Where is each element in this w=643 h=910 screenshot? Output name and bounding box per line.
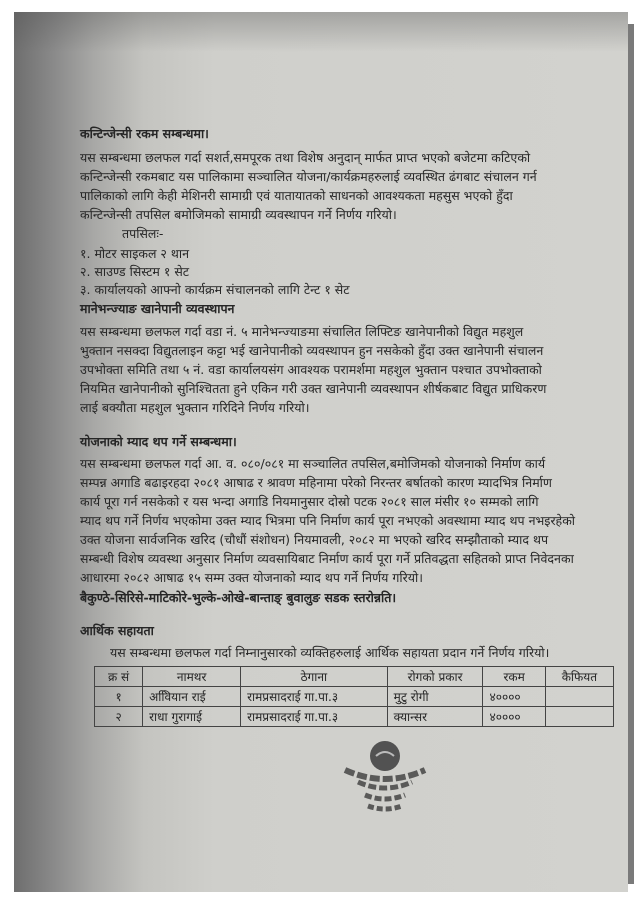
section2-heading: मानेभन्ज्याङ खानेपानी व्यवस्थापन [80, 301, 235, 316]
cell [545, 707, 613, 727]
list-item: ३. कार्यालयको आफ्नो कार्यक्रम संचालनको लागि टेन्ट १ सेट [80, 282, 350, 297]
cell: राधा गुरागाई [143, 707, 241, 727]
section3-line: सम्बन्धी विशेष व्यवस्था अनुसार निर्माण व्यवसायिबाट निर्माण कार्य पूरा गर्ने प्रतिवद्धता सहितको प्राप्त निवेदनका [80, 551, 574, 566]
section3-heading: योजनाको म्याद थप गर्ने सम्बन्धमा। [80, 434, 237, 449]
col-header: ठेगाना [241, 667, 388, 687]
section1-line: पालिकाको लागि केही मेशिनरी सामाग्री एवं यातायातको साधनको आवश्यकता महसुस भएको हुँदा [80, 188, 513, 203]
col-header: रोगको प्रकार [387, 667, 483, 687]
section1-line: कन्टिन्जेन्सी रकमबाट यस पालिकामा सञ्चालित योजना/कार्यक्रमहरुलाई व्यवस्थित ढंगबाट संचालन गर्न [80, 169, 537, 184]
cell: मुटु रोगी [387, 687, 483, 707]
section1-line: कन्टिन्जेन्सी तपसिल बमोजिमको सामाग्री व्यवस्थापन गर्ने निर्णय गरियो। [80, 207, 397, 222]
section3-line: म्याद थप गर्ने निर्णय भएकोमा उक्त म्याद भित्रमा पनि निर्माण कार्य पूरा नभएको अवस्थामा म्याद थप नभइरहेको [80, 513, 576, 528]
section3-line: सम्पन्न अगाडि बढाइरहदा २०८१ आषाढ र श्रावण महिनामा परेको निरन्तर बर्षातको कारण म्यादभित्र निर्माण [80, 475, 552, 490]
section2-line: लाई बक्यौता महशुल भुक्तान गरिदिने निर्णय गरियो। [80, 400, 310, 415]
list-item: २. साउण्ड सिस्टम १ सेट [80, 264, 190, 279]
section2-line: उपभोक्ता समिति तथा ५ नं. वडा कार्यालयसंग आवश्यक परामर्शमा महशुल भुक्तान पश्चात उपभोक्ताको [80, 362, 542, 377]
section4-heading: बैकुण्ठे-सिरिसे-माटिकोरे-भुल्के-ओखे-बान्ताङ् बुवालुङ सडक स्तरोन्नति। [80, 590, 397, 605]
table-row [95, 707, 614, 727]
section2-line: नियमित खानेपानीको सुनिश्चितता हुने एकिन गरी उक्त खानेपानी व्यवस्थापन शीर्षकबाट विद्युत प्राधिकरण [80, 381, 547, 396]
scan-shadow [14, 12, 628, 52]
section3-line: यस सम्बन्धमा छलफल गर्दा आ. व. ०८०/०८१ मा सञ्चालित तपसिल,बमोजिमको योजनाको निर्माण कार्य [80, 456, 546, 471]
section1-heading: कन्टिन्जेन्सी रकम सम्बन्धमा। [80, 126, 209, 141]
tapasil-label: तपसिलः- [122, 226, 164, 241]
section3-line: कार्य पूरा गर्न नसकेको र यस भन्दा अगाडि नियमानुसार दोस्रो पटक २०८१ साल मंसीर १० सम्मको लागि [80, 494, 539, 509]
cell: १ [95, 687, 143, 707]
scan-edge [628, 24, 634, 884]
official-seal-stamp [340, 738, 430, 813]
section3-line: आधारमा २०८२ आषाढ १५ सम्म उक्त योजनाको म्याद थप गर्ने निर्णय गरियो। [80, 570, 423, 585]
cell: २ [95, 707, 143, 727]
section5-line: यस सम्बन्धमा छलफल गर्दा निम्नानुसारको व्यक्तिहरुलाई आर्थिक सहायता प्रदान गर्ने निर्णय गरियो। [110, 645, 550, 660]
cell: रामप्रसादराई गा.पा.३ [241, 687, 388, 707]
section2-line: भुक्तान नसक्दा विद्युतलाइन कट्टा भई खानेपानीको व्यवस्थापन हुन नसकेको हुँदा उक्त खानेपानी संचालन [80, 343, 544, 358]
cell: क्यान्सर [387, 707, 483, 727]
cell [545, 687, 613, 707]
cell: रामप्रसादराई गा.पा.३ [241, 707, 388, 727]
section2-line: यस सम्बन्धमा छलफल गर्दा वडा नं. ५ मानेभन्ज्याङमा संचालित लिफ्टिङ खानेपानीको विद्युत महशुल [80, 324, 524, 339]
table-row [95, 687, 614, 707]
section1-line: यस सम्बन्धमा छलफल गर्दा सशर्त,समपूरक तथा विशेष अनुदान् मार्फत प्राप्त भएको बजेटमा कटिएको [80, 150, 531, 165]
section5-heading: आर्थिक सहायता [80, 623, 154, 638]
col-header: रकम [483, 667, 545, 687]
cell: ४०००० [483, 707, 545, 727]
financial-aid-table [94, 666, 614, 727]
col-header: कैफियत [545, 667, 613, 687]
col-header: क्र सं [95, 667, 143, 687]
col-header: नामथर [143, 667, 241, 687]
cell: अविियान राई [143, 687, 241, 707]
scanned-page [14, 12, 628, 892]
section3-line: उक्त योजना सार्वजनिक खरिद (चौधौं संशोधन) नियमावली, २०८२ मा भएको खरिद सम्झौताको म्याद थप [80, 532, 549, 547]
table-header-row [95, 667, 614, 687]
cell: ४०००० [483, 687, 545, 707]
list-item: १. मोटर साइकल २ थान [80, 246, 190, 261]
